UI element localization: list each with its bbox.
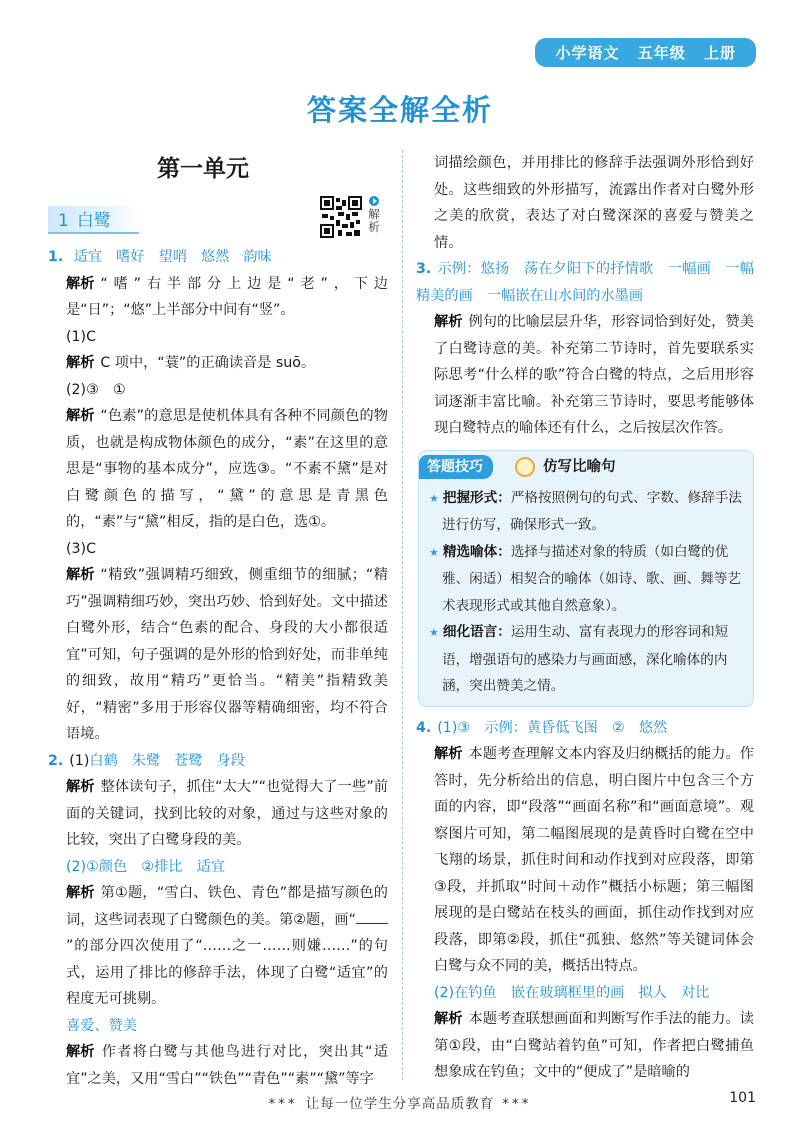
page-title: 答案全解全析	[306, 93, 493, 127]
q1-number: 1.	[48, 249, 64, 265]
tips-tag: 答题技巧	[419, 455, 493, 479]
star-icon: ★	[429, 491, 439, 505]
footer-slogan	[0, 1092, 800, 1112]
q3-answer: 示例：悠扬 荡在夕阳下的抒情歌 一幅画 一幅精美的画 一幅嵌在山水间的水墨画	[416, 261, 754, 304]
q1-sub2-analysis: 解析 “色素”的意思是使机体具有各种不同颜色的物质，也就是构成物体颜色的成分，“素”在这里的意思是“事物的基本成分”，应选③。“不素不黛”是对白鹭颜色的描写，“黛”的意思是青黑色的，“素”与“黛”相反，指的是白色，选①。	[66, 408, 388, 530]
q1-answer-5: 韵味	[243, 249, 272, 265]
grade-label: 五年级	[637, 44, 686, 62]
tips-header	[429, 451, 743, 485]
blank-underline	[356, 909, 388, 924]
q2-sub2-analysis: 解析 第①题，“雪白、铁色、青色”都是描写颜色的词，这些词表现了白鹭颜色的美。第②题，画“”的部分四次使用了“……之一……则嫌……”的句式，运用了排比的修辞手法，体现了白鹭“适宜”的程度无可挑剔。	[66, 885, 388, 1007]
q4-answer-line	[416, 715, 754, 742]
play-icon[interactable]	[369, 196, 379, 206]
footer-stars-right: ***	[502, 1096, 532, 1112]
q2-answers: 白鹤 朱鹭 苍鹭 身段	[89, 752, 245, 769]
q2-sub2: (2)①颜色 ②排比 适宜	[66, 858, 226, 875]
q1-answer-1: 适宜	[73, 249, 103, 265]
q1-sub3-analysis: 解析 “精致”强调精巧细致，侧重细节的细腻；“精巧”强调精细巧妙，突出巧妙、恰到好处。文中描述白鹭外形，结合“色素的配合、身段的大小都很适宜”可知，句子强调的是外形的恰到好处，而非单纯的细致，故用“精巧”更恰当。“精美”指精致美好，“精密”多用于形容仪器等精确细密，均不符合语境。	[66, 567, 388, 742]
q1-sub2: (2)③ ①	[66, 381, 126, 398]
q2-sub3: 喜爱、赞美	[66, 1017, 137, 1034]
lesson-header	[48, 196, 388, 244]
tip-item: ★ 把握形式：严格按照例句的句式、字数、修辞手法进行仿写，确保形式一致。	[429, 489, 742, 533]
q4-sub2-analysis: 解析 本题考查联想画面和判断写作手法的能力。读第①段，由“白鹭站着钓鱼”可知，作者把白鹭捕鱼想象成在钓鱼；文中的“便成了”是暗喻的	[434, 1011, 754, 1080]
q1-sub1: (1)C	[66, 328, 97, 345]
q1-answer-line	[48, 244, 388, 271]
q3-analysis: 解析 例句的比喻层层升华，形容词恰到好处，赞美了白鹭诗意的美。补充第二节诗时，首先要联系实际思考“什么样的歌”符合白鹭的特点，之后用形容词逐渐丰富比喻。补充第三节诗时，要思考能够体现白鹭特点的喻体还有什么，之后按层次作答。	[434, 314, 754, 436]
tip-item: ★ 精选喻体：选择与描述对象的特质（如白鹭的优雅、闲适）相契合的喻体（如诗、歌、画、舞等艺术表现形式或其他自然意象）。	[429, 543, 742, 614]
qr-code-icon[interactable]	[320, 196, 362, 238]
q1-analysis: 解析 “嗜”右半部分上边是“老”，下边是“日”；“悠”上半部分中间有“竖”。	[48, 271, 388, 324]
star-icon: ★	[429, 626, 439, 639]
right-column	[416, 150, 754, 1086]
lesson-name: 白鹭	[76, 211, 111, 231]
star-icon: ★	[429, 545, 439, 559]
tips-name: 仿写比喻句	[543, 458, 616, 475]
column-divider	[402, 150, 403, 1080]
lightbulb-icon	[515, 457, 535, 477]
volume-label: 上册	[703, 44, 736, 62]
left-column	[48, 150, 388, 1092]
q4-sub2: (2)在钓鱼 嵌在玻璃框里的画 拟人 对比	[434, 984, 710, 1001]
q2-number: 2.	[48, 752, 64, 769]
page-number: 101	[729, 1090, 756, 1106]
q4-number: 4.	[416, 719, 432, 736]
q1-answers	[74, 249, 286, 265]
q4-sub1-analysis: 解析 本题考查理解文本内容及归纳概括的能力。作答时，先分析给出的信息，明白图片中包含三个方面的内容，即“段落”“画面名称”和“画面意境”。观察图片可知，第二幅图展现的是黄昏时白鹭在空中飞翔的场景，抓住时间和动作找到对应段落，即第③段，并抓取“时间＋动作”概括小标题；第三幅图展现的是白鹭站在枝头的画面，抓住动作找到对应段落，即第②段，抓住“孤独、悠然”等关键词体会白鹭与众不同的美，概括出特点。	[434, 746, 754, 974]
slogan-text: 让每一位学生分享高品质教育	[305, 1096, 495, 1112]
qr-caption: 解析	[368, 207, 380, 234]
q1-answer-4: 悠然	[200, 249, 230, 265]
continuation-text: 词描绘颜色，并用排比的修辞手法强调外形恰到好处。这些细致的外形描写，流露出作者对白鹭外形之美的欣赏，表达了对白鹭深深的喜爱与赞美之情。	[434, 155, 754, 251]
q1-sub3: (3)C	[66, 540, 97, 557]
q1-sub1-analysis: 解析 C 项中，“蓑”的正确读音是 suō。	[66, 355, 316, 371]
q4-sub1: (1)③ 示例：黄昏低飞图 ② 悠然	[437, 719, 668, 736]
q1-answer-2: 嗜好	[116, 249, 145, 265]
tip-item: ★ 细化语言：运用生动、富有表现力的形容词和短语，增强语句的感染力与画面感，深化喻体的内涵，突出赞美之情。	[429, 624, 729, 694]
footer-stars-left: ***	[268, 1096, 298, 1112]
unit-title: 第一单元	[157, 156, 249, 182]
q3-number: 3.	[416, 261, 432, 277]
subject-label: 小学语文	[555, 44, 620, 62]
tips-box	[418, 450, 754, 707]
q2-sub3-analysis: 解析 作者将白鹭与其他鸟进行对比，突出其“适宜”之美，又用“雪白”“铁色”“青色”“素”“黛”等字	[66, 1044, 388, 1087]
qr-caption-area	[366, 196, 382, 234]
lesson-badge	[48, 206, 139, 234]
q2-sub1-analysis: 解析 整体读句子，抓住“太大”“也觉得大了一些”前面的关键词，找到比较的对象，通过与这些对象的比较，突出了白鹭身段的美。	[66, 779, 388, 848]
analysis-label: 解析	[66, 275, 95, 292]
lesson-number: 1	[58, 211, 69, 231]
q2-answer-line: 2. (1)白鹤 朱鹭 苍鹭 身段	[48, 748, 388, 775]
book-label	[535, 38, 756, 67]
q1-answer-3: 望哨	[158, 249, 187, 265]
q3-answer-line	[416, 256, 754, 309]
